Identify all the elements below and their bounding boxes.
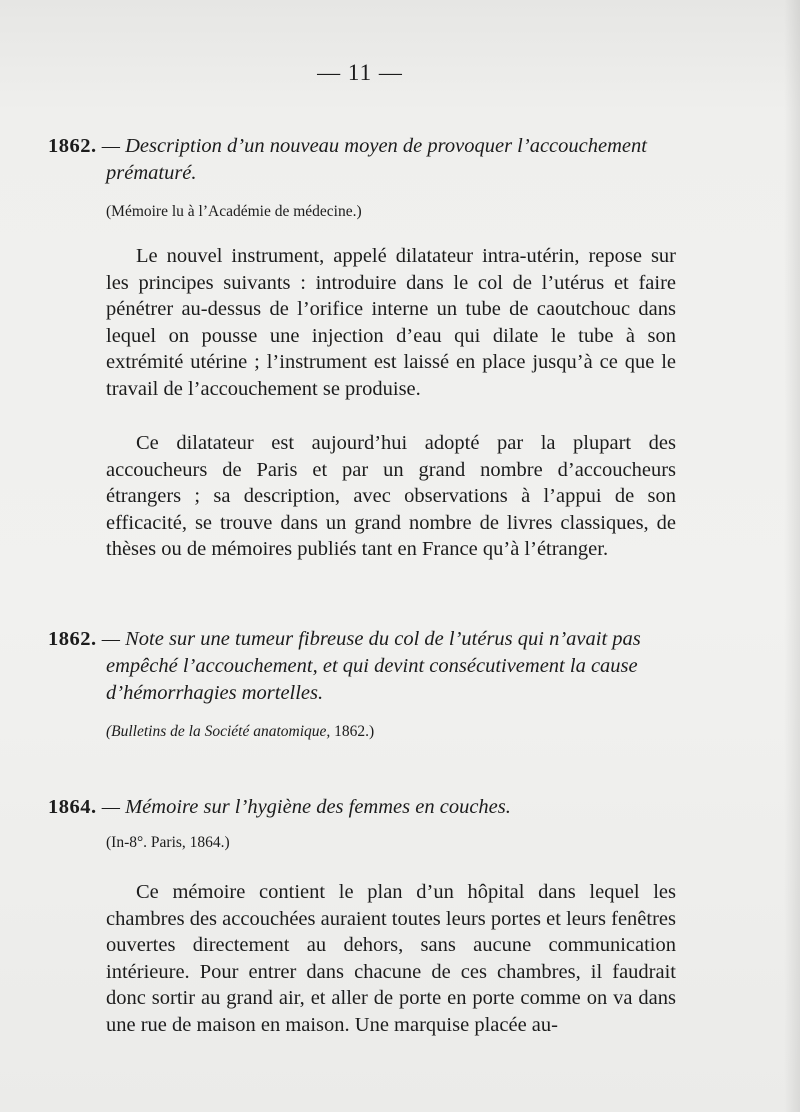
- entry-2-heading: [48, 626, 678, 707]
- page-number: — 11 —: [317, 60, 403, 85]
- entry-2-source-year: 1862.): [330, 723, 375, 740]
- entry-1-source: (Mémoire lu à l’Académie de médecine.): [106, 203, 362, 220]
- entry-2-year: 1862.: [48, 628, 97, 650]
- entry-3-title-line1: — Mémoire sur l’hygiène des femmes en couches.: [101, 796, 511, 818]
- entry-1-title-line1: — Description d’un nouveau moyen de provoquer l’accouchement: [101, 135, 647, 157]
- entry-3-source: (In-8°. Paris, 1864.): [106, 834, 230, 851]
- entry-1-year: 1862.: [48, 135, 97, 157]
- entry-3-paragraph-1: Ce mémoire contient le plan d’un hôpital dans lequel les chambres des accouchées auraient toutes leurs portes et leurs fenêtres ouvertes directement au dehors, sans aucune communication intérieure. Pour entrer dans chacune de ces chambres, il faudrait donc sortir au grand air, et aller de porte en porte comme on va dans une rue de maison en maison. Une marquise placée au-: [106, 881, 676, 1036]
- entry-2-title-line3: d’hémorrhagies mortelles.: [106, 682, 324, 704]
- entry-2-title-line1: — Note sur une tumeur fibreuse du col de l’utérus qui n’avait pas: [101, 628, 641, 650]
- entry-1-paragraph-1: Le nouvel instrument, appelé dilatateur intra-utérin, repose sur les principes suivants : introduire dans le col de l’utérus et faire pénétrer au-dessus de l’orifice interne un tube de caoutchouc dans lequel on pousse une injection d’eau qui dilate le tube à son extrémité utérine ; l’instrument est laissé en place jusqu’à ce que le travail de l’accouchement se produise.: [106, 245, 676, 400]
- entry-2-title-line2: empêché l’accouchement, et qui devint consécutivement la cause: [106, 655, 638, 677]
- entry-1-paragraph-2: Ce dilatateur est aujourd’hui adopté par la plupart des accoucheurs de Paris et par un grand nombre d’accoucheurs étrangers ; sa description, avec observations à l’appui de son efficacité, se trouve dans un grand nombre de livres classiques, de thèses ou de mémoires publiés tant en France qu’à l’étranger.: [106, 432, 676, 561]
- entry-1-heading: [48, 133, 678, 187]
- entry-3-heading: [48, 794, 678, 821]
- entry-2-source: [106, 722, 374, 742]
- entry-2-source-journal: (Bulletins de la Société anatomique,: [106, 723, 331, 740]
- entry-1-title-line2: prématuré.: [106, 162, 197, 184]
- entry-3-year: 1864.: [48, 796, 97, 818]
- page-edge-shadow: [784, 0, 800, 1112]
